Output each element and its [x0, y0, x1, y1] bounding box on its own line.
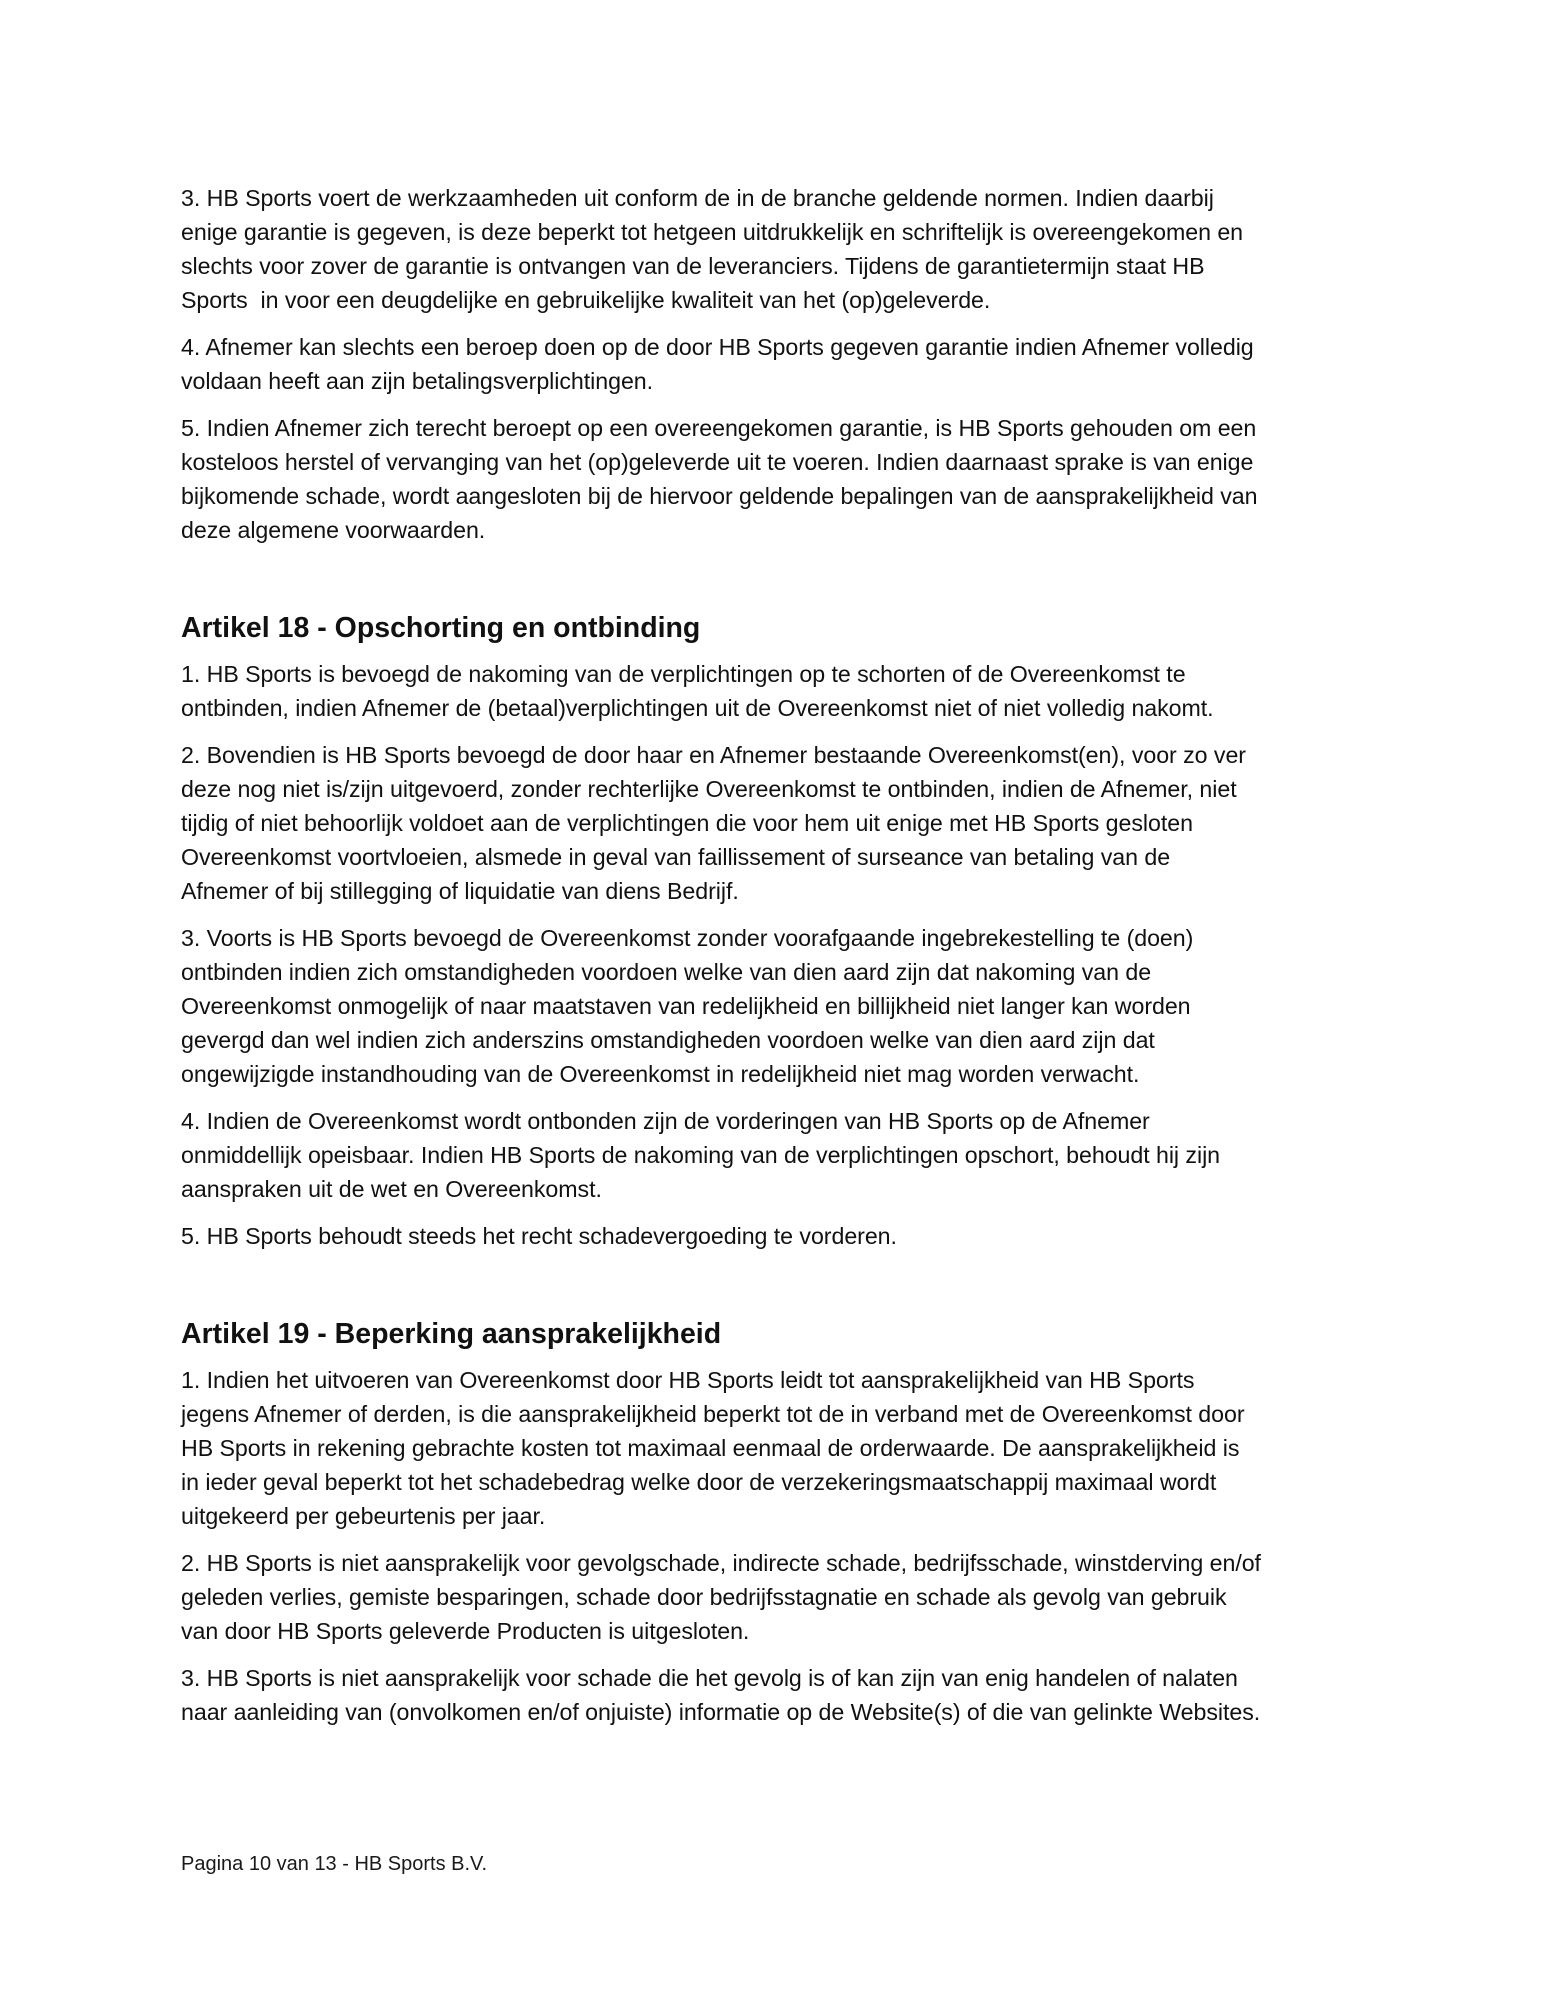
- article-17-continuation: [181, 181, 1381, 547]
- text-line: jegens Afnemer of derden, is die aansprakelijkheid beperkt tot de in verband met de Overeenkomst door: [181, 1401, 1245, 1427]
- text-line: 2. Bovendien is HB Sports bevoegd de door haar en Afnemer bestaande Overeenkomst(en), voor zo ver: [181, 742, 1246, 768]
- document-body: [181, 181, 1381, 1742]
- page-footer: Pagina 10 van 13 - HB Sports B.V.: [181, 1853, 488, 1875]
- text-line: 3. HB Sports voert de werkzaamheden uit conform de in de branche geldende normen. Indien daarbij: [181, 185, 1214, 211]
- text-line: naar aanleiding van (onvolkomen en/of onjuiste) informatie op de Website(s) of die van gelinkte Websites.: [181, 1699, 1261, 1725]
- text-line: slechts voor zover de garantie is ontvangen van de leveranciers. Tijdens de garantietermijn staat HB: [181, 253, 1205, 279]
- text-line: tijdig of niet behoorlijk voldoet aan de verplichtingen die voor hem uit enige met HB Sports gesloten: [181, 810, 1193, 836]
- text-line: 5. Indien Afnemer zich terecht beroept op een overeengekomen garantie, is HB Sports gehouden om een: [181, 415, 1257, 441]
- text-line: enige garantie is gegeven, is deze beperkt tot hetgeen uitdrukkelijk en schriftelijk is overeengekomen en: [181, 219, 1244, 245]
- text-line: 3. Voorts is HB Sports bevoegd de Overeenkomst zonder voorafgaande ingebrekestelling te (doen): [181, 925, 1194, 951]
- text-line: Afnemer of bij stillegging of liquidatie van diens Bedrijf.: [181, 878, 739, 904]
- text-line: 1. HB Sports is bevoegd de nakoming van de verplichtingen op te schorten of de Overeenkomst te: [181, 661, 1186, 687]
- paragraph-3: [181, 181, 1381, 317]
- text-line: aanspraken uit de wet en Overeenkomst.: [181, 1176, 602, 1202]
- paragraph-2: [181, 738, 1381, 908]
- paragraph-3: [181, 921, 1381, 1091]
- text-line: Overeenkomst onmogelijk of naar maatstaven van redelijkheid en billijkheid niet langer kan worden: [181, 993, 1191, 1019]
- section-spacer: [181, 1266, 1381, 1314]
- text-line: HB Sports in rekening gebrachte kosten tot maximaal eenmaal de orderwaarde. De aansprakelijkheid is: [181, 1435, 1240, 1461]
- text-line: Sports in voor een deugdelijke en gebruikelijke kwaliteit van het (op)geleverde.: [181, 287, 991, 313]
- text-line: geleden verlies, gemiste besparingen, schade door bedrijfsstagnatie en schade als gevolg van gebruik: [181, 1584, 1227, 1610]
- text-line: in ieder geval beperkt tot het schadebedrag welke door de verzekeringsmaatschappij maximaal wordt: [181, 1469, 1217, 1495]
- text-line: 4. Afnemer kan slechts een beroep doen op de door HB Sports gegeven garantie indien Afnemer volledig: [181, 334, 1254, 360]
- paragraph-5: [181, 1219, 1381, 1253]
- text-line: 4. Indien de Overeenkomst wordt ontbonden zijn de vorderingen van HB Sports op de Afnemer: [181, 1108, 1150, 1134]
- text-line: 2. HB Sports is niet aansprakelijk voor gevolgschade, indirecte schade, bedrijfsschade, winstderving en/of: [181, 1550, 1261, 1576]
- text-line: 1. Indien het uitvoeren van Overeenkomst door HB Sports leidt tot aansprakelijkheid van HB Sports: [181, 1367, 1195, 1393]
- text-line: kosteloos herstel of vervanging van het (op)geleverde uit te voeren. Indien daarnaast sprake is van enige: [181, 449, 1254, 475]
- text-line: voldaan heeft aan zijn betalingsverplichtingen.: [181, 368, 654, 394]
- paragraph-1: [181, 1363, 1381, 1533]
- article-18: [181, 608, 1381, 1253]
- text-line: 3. HB Sports is niet aansprakelijk voor schade die het gevolg is of kan zijn van enig handelen of nalaten: [181, 1665, 1238, 1691]
- article-heading: Artikel 18 - Opschorting en ontbinding: [181, 612, 701, 644]
- paragraph-4: [181, 330, 1381, 398]
- text-line: van door HB Sports geleverde Producten is uitgesloten.: [181, 1618, 750, 1644]
- paragraph-3: [181, 1661, 1381, 1729]
- text-line: deze nog niet is/zijn uitgevoerd, zonder rechterlijke Overeenkomst te ontbinden, indien de Afnemer, niet: [181, 776, 1237, 802]
- text-line: gevergd dan wel indien zich anderszins omstandigheden voordoen welke van dien aard zijn dat: [181, 1027, 1155, 1053]
- article-heading: Artikel 19 - Beperking aansprakelijkheid: [181, 1318, 722, 1350]
- text-line: ontbinden, indien Afnemer de (betaal)verplichtingen uit de Overeenkomst niet of niet volledig nakomt.: [181, 695, 1214, 721]
- paragraph-5: [181, 411, 1381, 547]
- paragraph-2: [181, 1546, 1381, 1648]
- paragraph-4: [181, 1104, 1381, 1206]
- text-line: deze algemene voorwaarden.: [181, 517, 486, 543]
- text-line: uitgekeerd per gebeurtenis per jaar.: [181, 1503, 546, 1529]
- text-line: 5. HB Sports behoudt steeds het recht schadevergoeding te vorderen.: [181, 1223, 897, 1249]
- article-19: [181, 1314, 1381, 1729]
- section-spacer: [181, 560, 1381, 608]
- text-line: bijkomende schade, wordt aangesloten bij de hiervoor geldende bepalingen van de aansprakelijkheid van: [181, 483, 1258, 509]
- paragraph-1: [181, 657, 1381, 725]
- text-line: ongewijzigde instandhouding van de Overeenkomst in redelijkheid niet mag worden verwacht.: [181, 1061, 1140, 1087]
- text-line: ontbinden indien zich omstandigheden voordoen welke van dien aard zijn dat nakoming van de: [181, 959, 1152, 985]
- text-line: onmiddellijk opeisbaar. Indien HB Sports de nakoming van de verplichtingen opschort, behoudt hij zijn: [181, 1142, 1221, 1168]
- text-line: Overeenkomst voortvloeien, alsmede in geval van faillissement of surseance van betaling van de: [181, 844, 1171, 870]
